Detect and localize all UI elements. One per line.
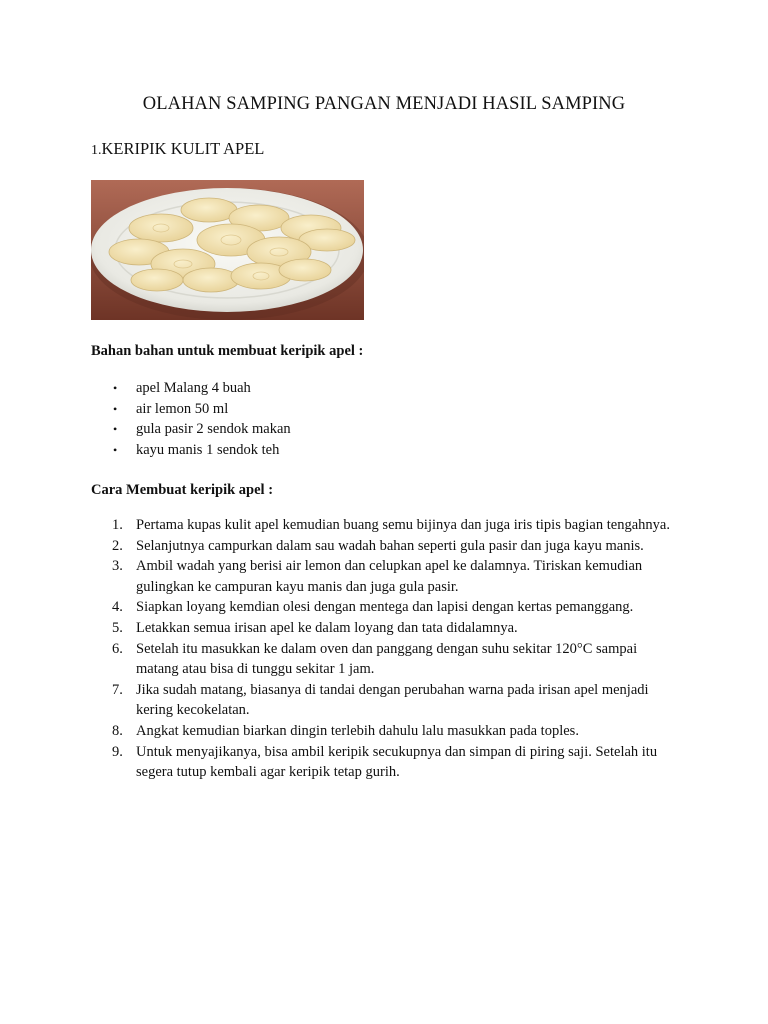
list-item [91, 515, 681, 536]
step-number: 7. [112, 681, 123, 698]
list-item [91, 536, 681, 557]
step-text: Setelah itu masukkan ke dalam oven dan panggang dengan suhu sekitar 120°C sampai matang atau bisa di tunggu sekitar 1 jam. [136, 640, 638, 678]
section-number: 1. [91, 143, 102, 158]
step-text: Untuk menyajikanya, bisa ambil keripik secukupnya dan simpan di piring saji. Setelah itu segera tutup kembali agar keripik tetap gurih. [136, 743, 658, 781]
step-number: 8. [112, 722, 123, 739]
step-number: 6. [112, 640, 123, 657]
step-number: 1. [112, 517, 123, 533]
ingredient-text: air lemon 50 ml [136, 400, 229, 417]
bullet-icon: • [113, 422, 118, 437]
step-number: 9. [112, 743, 123, 760]
ingredient-text: gula pasir 2 sendok makan [136, 421, 291, 438]
apple-chips-photo [91, 180, 364, 320]
list-item [91, 597, 681, 618]
list-item [91, 721, 681, 742]
ingredient-text: kayu manis 1 sendok teh [136, 442, 280, 459]
step-text: Selanjutnya campurkan dalam sau wadah bahan seperti gula pasir dan juga kayu manis. [136, 537, 644, 554]
list-item [91, 440, 291, 461]
list-item [91, 680, 681, 721]
step-text: Letakkan semua irisan apel ke dalam loyang dan tata didalamnya. [136, 619, 518, 636]
bullet-icon: • [113, 443, 118, 458]
list-item [91, 556, 681, 597]
step-text: Ambil wadah yang berisi air lemon dan celupkan apel ke dalamnya. Tiriskan kemudian gulingkan ke campuran kayu manis dan juga gula pasir. [136, 558, 643, 595]
list-item [91, 639, 681, 680]
step-text: Jika sudah matang, biasanya di tandai dengan perubahan warna pada irisan apel menjadi kering kecokelatan. [136, 681, 649, 719]
list-item [91, 399, 291, 420]
step-text: Angkat kemudian biarkan dingin terlebih dahulu lalu masukkan pada toples. [136, 722, 579, 739]
bullet-icon: • [113, 401, 118, 416]
step-number: 5. [112, 619, 123, 636]
ingredient-text: apel Malang 4 buah [136, 380, 251, 396]
section-title [91, 139, 264, 159]
bullet-icon: • [113, 381, 118, 395]
step-number: 2. [112, 537, 123, 554]
section-title-text: KERIPIK KULIT APEL [101, 139, 265, 158]
step-number: 3. [112, 558, 123, 575]
steps-heading: Cara Membuat keripik apel : [91, 482, 274, 498]
step-text: Pertama kupas kulit apel kemudian buang semu bijinya dan juga iris tipis bagian tengahnya. [136, 517, 670, 533]
steps-list [91, 515, 681, 783]
list-item [91, 378, 291, 399]
list-item [91, 618, 681, 639]
step-number: 4. [112, 599, 123, 616]
list-item [91, 742, 681, 783]
list-item [91, 419, 291, 440]
ingredients-list [91, 378, 291, 461]
ingredients-heading: Bahan bahan untuk membuat keripik apel : [91, 343, 364, 359]
step-text: Siapkan loyang kemdian olesi dengan mentega dan lapisi dengan kertas pemanggang. [136, 599, 634, 616]
document-title: OLAHAN SAMPING PANGAN MENJADI HASIL SAMPING [142, 94, 626, 114]
